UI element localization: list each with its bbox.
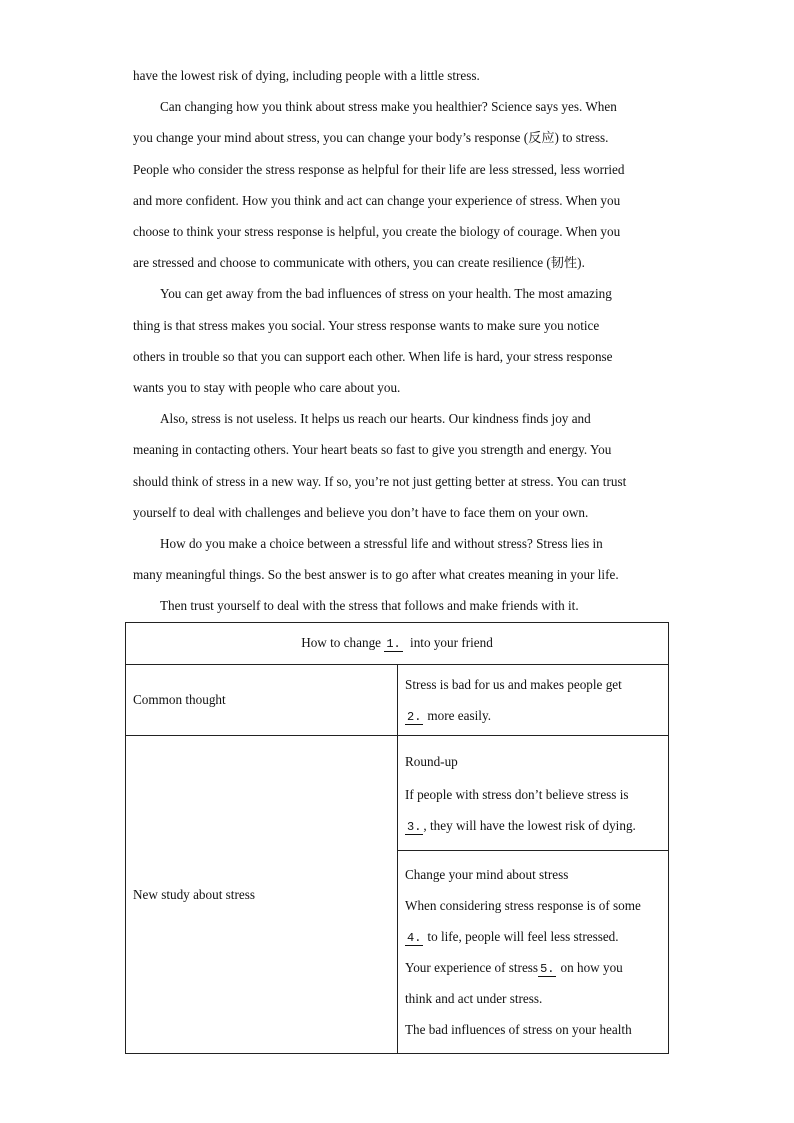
common-thought-cell: Stress is bad for us and makes people get 2. more easily. (398, 665, 669, 736)
row-label-common-thought: Common thought (126, 665, 398, 736)
paragraph-line: People who consider the stress response as helpful for their life are less stressed, less worried (133, 161, 625, 177)
table-title-row (126, 623, 669, 665)
blank-4[interactable]: 4. (407, 931, 422, 945)
paragraph-line: should think of stress in a new way. If so, you’re not just getting better at stress. You can trust (133, 473, 627, 489)
paragraph-line: You can get away from the bad influences of stress on your health. The most amazing (160, 286, 612, 302)
paragraph-3 (133, 403, 663, 528)
roundup-cell: Round-up If people with stress don’t believe stress is 3. , they will have the lowest risk of dying. (398, 736, 669, 851)
blank-5[interactable]: 5. (540, 962, 555, 976)
paragraph-line: Then trust yourself to deal with the stress that follows and make friends with it. (160, 598, 579, 614)
paragraph-1 (133, 91, 663, 278)
paragraph-line: meaning in contacting others. Your heart beats so fast to give you strength and energy. You (133, 442, 612, 458)
paragraph-line: wants you to stay with people who care about you. (133, 380, 401, 396)
paragraph-line: Also, stress is not useless. It helps us reach our hearts. Our kindness finds joy and (160, 411, 591, 427)
paragraph-line: How do you make a choice between a stressful life and without stress? Stress lies in (160, 536, 603, 552)
blank-2[interactable]: 2. (407, 710, 422, 724)
paragraph-line: many meaningful things. So the best answer is to go after what creates meaning in your life. (133, 567, 619, 583)
row-label-new-study: New study about stress (126, 736, 398, 1054)
table-row (126, 665, 669, 736)
passage (133, 60, 663, 622)
paragraph-line: and more confident. How you think and act can change your experience of stress. When you (133, 192, 621, 208)
change-mind-cell: Change your mind about stress When considering stress response is of some 4. to life, people will feel less stressed. Your experience of stress 5. on how you think and act under stress. The bad influences of stress on your health (398, 851, 669, 1054)
paragraph-line: thing is that stress makes you social. Your stress response wants to make sure you notice (133, 317, 600, 333)
paragraph-line: others in trouble so that you can support each other. When life is hard, your stress response (133, 348, 613, 364)
blank-3[interactable]: 3. (407, 819, 422, 834)
paragraph-4 (133, 528, 663, 622)
paragraph-line: are stressed and choose to communicate with others, you can create resilience (韧性). (133, 255, 585, 271)
paragraph-line: yourself to deal with challenges and believe you don’t have to face them on your own. (133, 504, 589, 520)
summary-table (125, 622, 669, 1054)
table-row (126, 736, 669, 851)
blank-1[interactable]: 1. (386, 637, 401, 651)
passage-line-0: have the lowest risk of dying, including people with a little stress. (133, 68, 480, 83)
paragraph-line: Can changing how you think about stress make you healthier? Science says yes. When (160, 99, 617, 115)
paragraph-2 (133, 278, 663, 403)
paragraph-line: you change your mind about stress, you can change your body’s response (反应) to stress. (133, 130, 609, 146)
paragraph-line: choose to think your stress response is helpful, you create the biology of courage. When you (133, 224, 621, 240)
table-title: How to change 1. into your friend (126, 623, 669, 665)
